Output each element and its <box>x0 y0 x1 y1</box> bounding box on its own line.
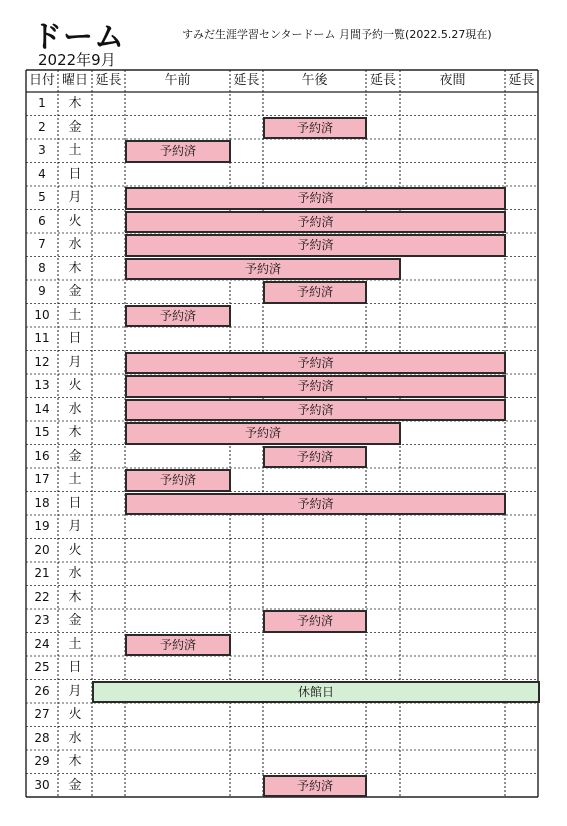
reserved-block: 予約済 <box>125 399 506 422</box>
weekday: 金 <box>68 284 82 299</box>
reserved-block: 予約済 <box>125 305 231 328</box>
day-number: 7 <box>38 237 46 251</box>
day-number: 24 <box>34 636 50 651</box>
day-number: 18 <box>34 495 50 510</box>
weekday: 日 <box>68 495 82 511</box>
day-number: 12 <box>34 354 50 369</box>
day-number: 13 <box>34 378 50 392</box>
weekday: 木 <box>68 96 82 111</box>
weekday: 土 <box>68 636 82 652</box>
reserved-block: 予約済 <box>263 281 367 304</box>
closed-day-block: 休館日 <box>92 681 540 704</box>
weekday: 金 <box>68 777 82 793</box>
day-number: 16 <box>34 448 50 463</box>
weekday: 日 <box>68 660 82 675</box>
weekday: 土 <box>68 307 82 323</box>
day-number: 20 <box>34 542 50 557</box>
column-header: 夜間 <box>439 73 466 88</box>
reserved-block: 予約済 <box>125 187 506 210</box>
reserved-block: 予約済 <box>263 446 367 469</box>
weekday: 水 <box>68 730 82 746</box>
reserved-block: 予約済 <box>263 775 367 798</box>
column-header: 延長 <box>369 73 396 88</box>
day-number: 10 <box>34 307 50 322</box>
day-number: 25 <box>34 660 50 674</box>
day-number: 9 <box>38 284 46 298</box>
weekday: 土 <box>68 143 82 158</box>
column-header: 延長 <box>95 73 122 88</box>
reserved-block: 予約済 <box>125 211 506 234</box>
weekday: 水 <box>68 566 82 581</box>
reserved-block: 予約済 <box>125 352 506 375</box>
day-number: 26 <box>34 683 50 698</box>
weekday: 火 <box>68 707 82 722</box>
reserved-block: 予約済 <box>125 634 231 657</box>
reserved-block: 予約済 <box>125 422 401 445</box>
day-number: 22 <box>34 589 50 604</box>
weekday: 日 <box>68 331 82 346</box>
reserved-block: 予約済 <box>125 140 231 163</box>
column-header: 日付 <box>28 73 55 88</box>
day-number: 3 <box>38 143 46 157</box>
day-number: 30 <box>34 777 50 792</box>
weekday: 月 <box>68 190 82 205</box>
month-label: 2022年9月 <box>38 51 116 69</box>
column-header: 午後 <box>301 73 328 88</box>
column-header: 延長 <box>233 73 260 88</box>
weekday: 火 <box>68 542 82 558</box>
day-number: 29 <box>34 754 50 768</box>
weekday: 土 <box>68 472 82 487</box>
day-number: 4 <box>38 166 46 181</box>
day-number: 15 <box>34 425 50 439</box>
page-subtitle: すみだ生涯学習センタードーム 月間予約一覧(2022.5.27現在) <box>182 28 492 41</box>
day-number: 11 <box>34 331 50 345</box>
weekday: 月 <box>68 354 82 370</box>
column-header: 曜日 <box>61 73 88 88</box>
weekday: 火 <box>68 378 82 393</box>
reserved-block: 予約済 <box>125 375 506 398</box>
day-number: 21 <box>34 566 50 580</box>
day-number: 17 <box>34 472 50 486</box>
weekday: 金 <box>68 613 82 628</box>
weekday: 木 <box>68 589 82 605</box>
weekday: 木 <box>68 754 82 769</box>
reserved-block: 予約済 <box>125 234 506 257</box>
day-number: 27 <box>34 707 50 721</box>
weekday: 月 <box>68 519 82 534</box>
weekday: 金 <box>68 448 82 464</box>
weekday: 日 <box>68 166 82 182</box>
weekday: 木 <box>68 425 82 440</box>
reserved-block: 予約済 <box>263 117 367 140</box>
reserved-block: 予約済 <box>125 493 506 516</box>
day-number: 14 <box>34 401 50 416</box>
day-number: 6 <box>38 213 46 228</box>
day-number: 1 <box>38 96 46 110</box>
reserved-block: 予約済 <box>125 469 231 492</box>
page-title: ドーム <box>32 20 125 55</box>
weekday: 火 <box>68 213 82 229</box>
day-number: 23 <box>34 613 50 627</box>
column-header: 午前 <box>164 73 191 88</box>
weekday: 水 <box>68 237 82 252</box>
column-header: 延長 <box>508 73 535 88</box>
weekday: 金 <box>68 119 82 135</box>
reserved-block: 予約済 <box>263 610 367 633</box>
day-number: 19 <box>34 519 50 533</box>
weekday: 月 <box>68 683 82 699</box>
weekday: 水 <box>68 401 82 417</box>
day-number: 8 <box>38 260 46 275</box>
day-number: 2 <box>38 119 46 134</box>
day-number: 28 <box>34 730 50 745</box>
day-number: 5 <box>38 190 46 204</box>
reserved-block: 予約済 <box>125 258 401 281</box>
weekday: 木 <box>68 260 82 276</box>
